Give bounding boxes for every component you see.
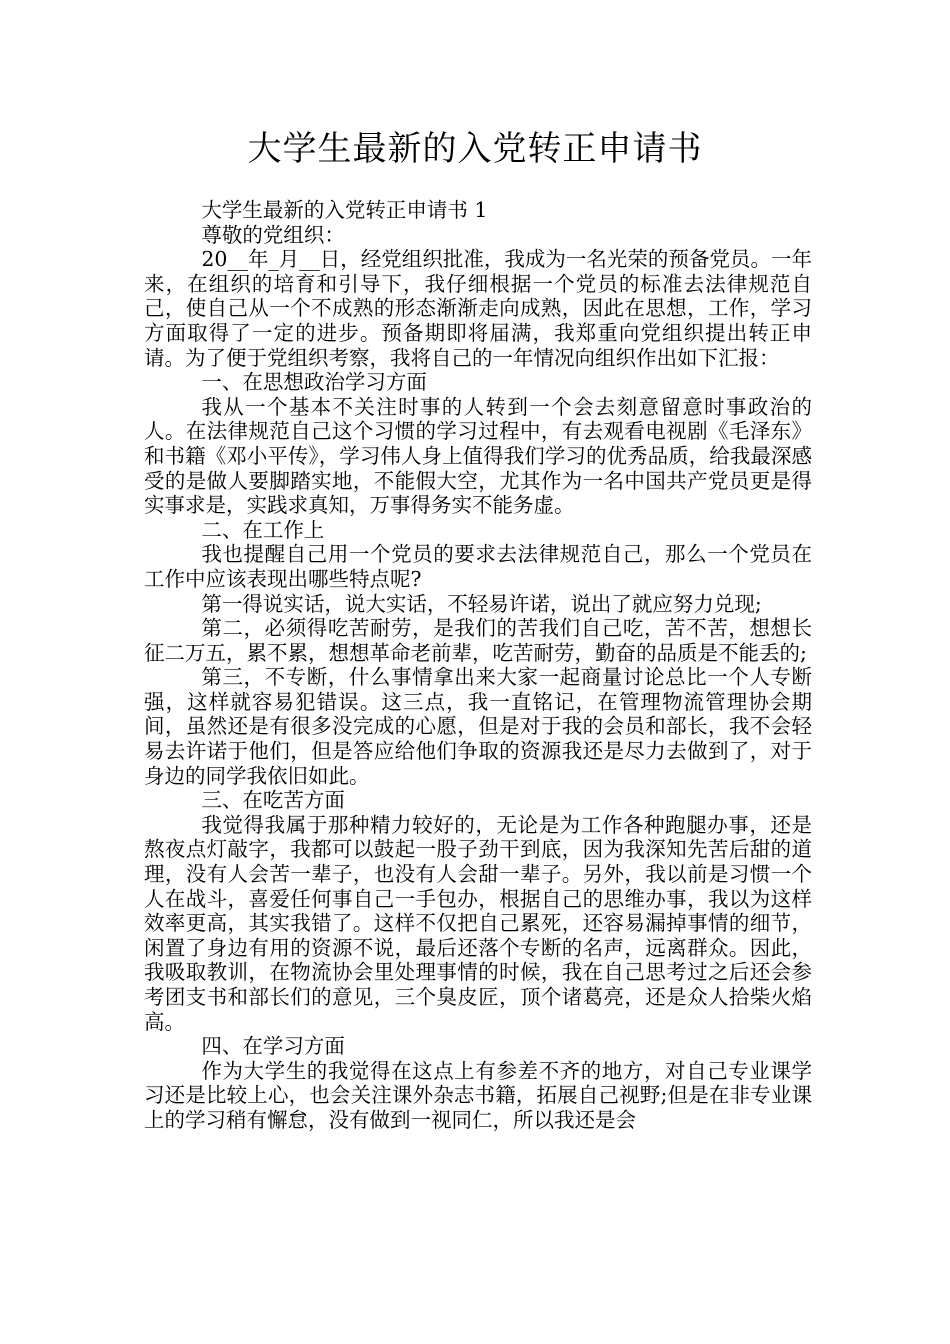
section-heading-4: 四、在学习方面 (201, 1034, 345, 1059)
section-heading-1: 一、在思想政治学习方面 (201, 370, 427, 395)
section-1-paragraph: 我从一个基本不关注时事的人转到一个会去刻意留意时事政治的人。在法律规范自己这个习惯的学习过程中，有去观看电视剧《毛泽东》和书籍《邓小平传》，学习伟人身上值得我们学习的优秀品质，给我最深感受的是做人要脚踏实地，不能假大空，尤其作为一名中国共产党员更是得实事求是，实践求真知，万事得务实不能务虚。 (144, 394, 812, 518)
section-2-point-2: 第二，必须得吃苦耐劳，是我们的苦我们自己吃，苦不苦，想想长征二万五，累不累，想想革命老前辈，吃苦耐劳，勤奋的品质是不能丢的; (144, 616, 812, 665)
section-2-point-1: 第一得说实话，说大实话，不轻易许诺，说出了就应努力兑现; (201, 591, 762, 616)
section-2-point-3: 第三，不专断，什么事情拿出来大家一起商量讨论总比一个人专断强，这样就容易犯错误。这三点，我一直铭记，在管理物流管理协会期间，虽然还是有很多没完成的心愿，但是对于我的会员和部长，我不会轻易去许诺于他们，但是答应给他们争取的资源我还是尽力去做到了，对于身边的同学我依旧如此。 (144, 665, 812, 788)
section-heading-3: 三、在吃苦方面 (201, 788, 345, 813)
subtitle-paragraph: 大学生最新的入党转正申请书 1 (201, 198, 488, 222)
document-title: 大学生最新的入党转正申请书 (247, 129, 703, 169)
intro-paragraph: 20__年_月__日，经党组织批准，我成为一名光荣的预备党员。一年来，在组织的培育和引导下，我仔细根据一个党员的标准去法律规范自己，使自己从一个不成熟的形态渐渐走向成熟，因此在思想，工作，学习方面取得了一定的进步。预备期即将届满，我郑重向党组织提出转正申请。为了便于党组织考察，我将自己的一年情况向组织作出如下汇报： (144, 247, 812, 370)
section-3-paragraph: 我觉得我属于那种精力较好的，无论是为工作各种跑腿办事，还是熬夜点灯敲字，我都可以鼓起一股子劲干到底，因为我深知先苦后甜的道理，没有人会苦一辈子，也没有人会甜一辈子。另外，我以前是习惯一个人在战斗，喜爱任何事自己一手包办，根据自己的思维办事，我以为这样效率更高，其实我错了。这样不仅把自己累死，还容易漏掉事情的细节，闲置了身边有用的资源不说，最后还落个专断的名声，远离群众。因此，我吸取教训，在物流协会里处理事情的时候，我在自己思考过之后还会参考团支书和部长们的意见，三个臭皮匠，顶个诸葛亮，还是众人拾柴火焰高。 (144, 812, 812, 1034)
document-body (144, 198, 812, 1133)
section-4-paragraph: 作为大学生的我觉得在这点上有参差不齐的地方，对自己专业课学习还是比较上心，也会关注课外杂志书籍，拓展自己视野;但是在非专业课上的学习稍有懈怠，没有做到一视同仁，所以我还是会 (144, 1058, 812, 1132)
section-2-paragraph: 我也提醒自己用一个党员的要求去法律规范自己，那么一个党员在工作中应该表现出哪些特点呢? (144, 542, 812, 591)
salutation-paragraph: 尊敬的党组织： (201, 222, 345, 247)
section-heading-2: 二、在工作上 (201, 517, 325, 542)
